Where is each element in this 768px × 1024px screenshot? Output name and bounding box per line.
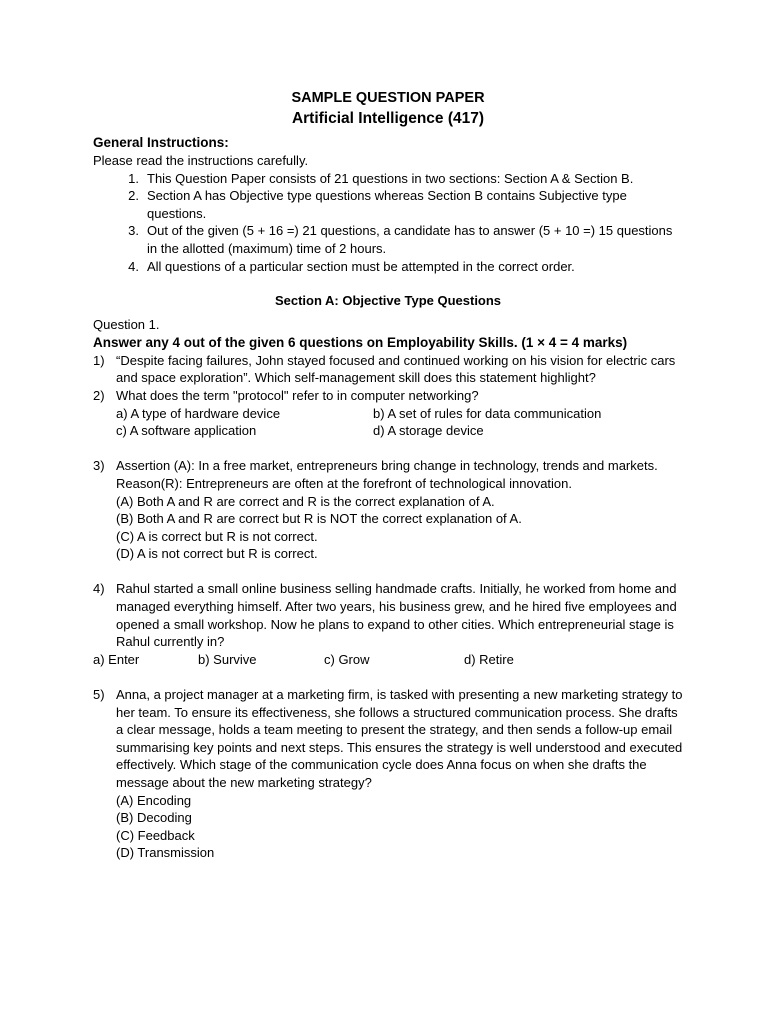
option-d: (D) Transmission: [116, 845, 215, 861]
paper-title: SAMPLE QUESTION PAPER: [291, 90, 485, 106]
option-b: b) A set of rules for data communication: [373, 405, 602, 421]
instructions-list: [93, 170, 683, 276]
question-label: Question 1.: [93, 317, 160, 333]
question-number: 5): [93, 687, 105, 703]
question-number: 3): [93, 458, 105, 474]
option-a: a) A type of hardware device: [116, 405, 281, 421]
options-grid: [116, 405, 683, 440]
options-row: [93, 651, 683, 669]
question-2: [93, 387, 683, 440]
option-a: (A) Both A and R are correct and R is the correct explanation of A.: [116, 493, 495, 509]
question-text: Rahul started a small online business selling handmade crafts. Initially, he worked from home and managed everything himself. After two years, his business grew, and he hired five employees and opened a small workshop. Now he plans to expand to other cities. Which entrepreneurial stage is Rahul currently in?: [116, 581, 677, 650]
instruction-item: [93, 170, 683, 188]
option-c: c) Grow: [324, 651, 370, 667]
question-3: [93, 457, 683, 563]
option-b: (B) Both A and R are correct but R is NOT the correct explanation of A.: [116, 511, 522, 527]
general-instructions-intro: Please read the instructions carefully.: [93, 153, 309, 168]
instruction-number: 4.: [128, 258, 139, 274]
instruction-number: 3.: [128, 223, 139, 239]
question-number: 4): [93, 581, 105, 597]
option-b: (B) Decoding: [116, 810, 192, 826]
option-c: (C) A is correct but R is not correct.: [116, 528, 318, 544]
option-b: b) Survive: [198, 651, 257, 667]
option-c: c) A software application: [116, 423, 257, 439]
option-d: (D) A is not correct but R is correct.: [116, 546, 318, 562]
question-text: “Despite facing failures, John stayed focused and continued working on his vision for electric cars and space exploration”. Which self-management skill does this statement highlight?: [116, 352, 676, 386]
paper-subtitle: Artificial Intelligence (417): [291, 110, 485, 127]
general-instructions-heading: General Instructions:: [93, 135, 229, 150]
question-text: What does the term "protocol" refer to in computer networking?: [116, 387, 479, 403]
option-a: a) Enter: [93, 651, 140, 667]
question-instruction: Answer any 4 out of the given 6 questions on Employability Skills. (1 × 4 = 4 marks): [93, 334, 628, 350]
instruction-number: 1.: [128, 170, 139, 186]
question-5: [93, 686, 683, 862]
spacer: [93, 563, 683, 581]
instruction-item: [93, 222, 683, 257]
instruction-item: [93, 258, 683, 276]
question-text: Anna, a project manager at a marketing firm, is tasked with presenting a new marketing strategy to her team. To ensure its effectiveness, she follows a structured communication process. She drafts a clear message, holds a team meeting to present the strategy, and then sends a follow-up email summarising key points and next steps. This ensures the strategy is well understood and executed effectively. Which stage of the communication cycle does Anna focus on when she drafts the message about the new marketing strategy?: [116, 687, 683, 790]
assertion-text: Assertion (A): In a free market, entrepreneurs bring change in technology, trends and markets.: [116, 458, 658, 474]
question-number: 2): [93, 387, 105, 403]
question-4: [93, 580, 683, 650]
instruction-item: [93, 187, 683, 222]
question-1: [93, 352, 683, 387]
question-number: 1): [93, 352, 105, 368]
instruction-text: Out of the given (5 + 16 =) 21 questions, a candidate has to answer (5 + 10 =) 15 questions in the allotted (maximum) time of 2 hours.: [147, 223, 673, 256]
instruction-number: 2.: [128, 188, 139, 204]
instruction-text: Section A has Objective type questions whereas Section B contains Subjective type questions.: [147, 188, 627, 221]
option-d: d) Retire: [464, 651, 514, 667]
document-content: [93, 88, 683, 862]
section-a-title: Section A: Objective Type Questions: [274, 293, 502, 309]
instruction-text: This Question Paper consists of 21 questions in two sections: Section A & Section B.: [147, 170, 634, 186]
spacer: [93, 440, 683, 458]
spacer: [93, 668, 683, 686]
option-a: (A) Encoding: [116, 792, 192, 808]
option-d: d) A storage device: [373, 423, 484, 439]
reason-text: Reason(R): Entrepreneurs are often at the forefront of technological innovation.: [116, 475, 572, 491]
instruction-text: All questions of a particular section must be attempted in the correct order.: [147, 258, 575, 274]
option-c: (C) Feedback: [116, 827, 195, 843]
